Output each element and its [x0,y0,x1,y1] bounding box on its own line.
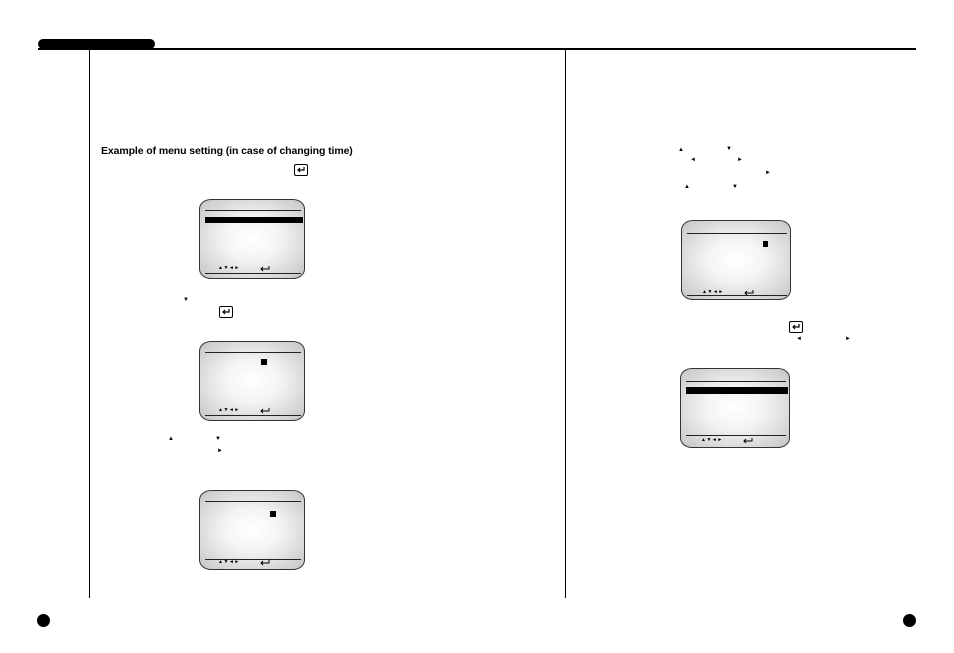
enter-icon [259,266,271,272]
highlight-bar [686,387,788,394]
up-arrow-icon: ▲ [678,147,684,153]
enter-icon [259,408,271,414]
nav-arrows-hint: ▲▼◄► [218,265,240,271]
down-arrow-icon: ▼ [215,436,221,442]
left-margin-rule [89,50,90,598]
down-arrow-icon: ▼ [732,184,738,190]
right-arrow-icon: ► [737,157,743,163]
screen-bottom-rule [205,273,301,274]
enter-icon [742,438,754,444]
menu-screen-4 [681,220,791,300]
menu-screen-3 [199,490,305,570]
nav-arrows-hint: ▲▼◄► [702,289,724,295]
down-arrow-icon: ▼ [183,297,189,303]
nav-arrows-hint: ▲▼◄► [701,437,723,443]
cursor-block [261,359,267,365]
enter-icon [259,560,271,566]
screen-title-rule [205,210,301,211]
right-arrow-icon: ► [217,448,223,454]
right-page-dot [903,614,916,627]
cursor-block [763,241,768,247]
left-arrow-icon: ◄ [690,157,696,163]
enter-key-icon [219,306,233,318]
screen-title-rule [687,233,787,234]
down-arrow-icon: ▼ [726,146,732,152]
section-heading: Example of menu setting (in case of changing time) [101,145,353,157]
screen-title-rule [686,381,786,382]
screen-title-rule [205,501,301,502]
menu-screen-2 [199,341,305,421]
screen-title-rule [205,352,301,353]
header-rule [38,48,916,50]
enter-icon [743,290,755,296]
menu-screen-1 [199,199,305,279]
enter-key-icon [789,321,803,333]
menu-screen-5 [680,368,790,448]
nav-arrows-hint: ▲▼◄► [218,407,240,413]
cursor-block [270,511,276,517]
screen-bottom-rule [687,295,787,296]
highlight-bar [205,217,303,223]
enter-key-icon [294,164,308,176]
right-arrow-icon: ► [845,336,851,342]
up-arrow-icon: ▲ [684,184,690,190]
nav-arrows-hint: ▲▼◄► [218,559,240,565]
right-arrow-icon: ► [765,170,771,176]
screen-bottom-rule [686,435,786,436]
left-arrow-icon: ◄ [796,336,802,342]
left-page-dot [37,614,50,627]
center-divider-rule [565,50,566,598]
screen-bottom-rule [205,415,301,416]
up-arrow-icon: ▲ [168,436,174,442]
